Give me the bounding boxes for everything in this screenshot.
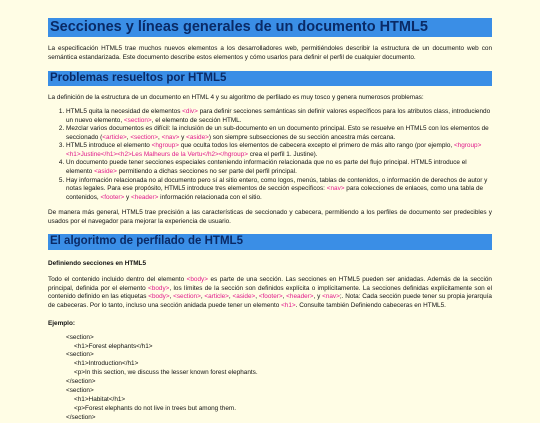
example-label: Ejemplo:: [48, 319, 75, 327]
list-item: 1. HTML5 quita la necesidad de elementos <div> para definir secciones semánticas sin definir valores específicos para los atributos class, introduciendo un nuevo elemento, <section>, el elemento de sección HTML.: [66, 108, 492, 125]
problems-lead: La definición de la estructura de un documento en HTML 4 y su algoritmo de perfilado es muy tosco y genera numerosos problemas:: [48, 94, 424, 102]
page-title: Secciones y líneas generales de un documento HTML5: [48, 18, 492, 37]
code-line: <h1>Habitat</h1>: [74, 396, 126, 404]
problems-list: [48, 108, 492, 202]
subheading-defining-sections: Definiendo secciones en HTML5: [48, 260, 147, 268]
code-line: <p>In this section, we discuss the lesser known forest elephants.: [74, 369, 258, 377]
code-line: <h1>Forest elephants</h1>: [74, 342, 153, 350]
intro-paragraph: La especificación HTML5 trae muchos nuevos elementos a los desarrolladores web, permitiéndoles describir la estructura de un documento web con semántica estandarizada. Este documento describe estos elementos y cómo usarlos para definir el perfil de cualquier documento.: [48, 45, 492, 61]
code-line: <section>: [66, 387, 94, 395]
list-item: 3. HTML5 introduce el elemento <hgroup> que oculta todos los elementos de cabecera excepto el primero de más alto rango (por ejemplo, <hgroup><h1>Justine</h1><h2>Les Malheurs de la Vertu</h2></hgroup> crea el perfil 1. Justine).: [66, 142, 492, 159]
code-line: </section>: [66, 378, 96, 386]
document: [0, 18, 540, 423]
list-item: 5. Hay información relacionada no al documento pero sí al sitio entero, como logos, menús, tablas de contenidos, o información de derechos de autor y notas legales. Para ese propósito, HTML5 introduce tres elementos de sección específicos: <nav> para colecciones de enlaces, como una tabla de contenidos, <footer> y <header> información relacionada con el sitio.: [66, 177, 492, 203]
code-line: <p>Forest elephants do not live in trees but among them.: [74, 405, 236, 413]
section-heading-problems: Problemas resueltos por HTML5: [48, 71, 492, 87]
problems-closing: De manera más general, HTML5 trae precisión a las características de seccionado y cabecera, permitiendo a los perfiles de documento ser predecibles y usados por el navegador para mejorar la experiencia de usuario.: [48, 209, 492, 225]
code-example: [48, 334, 492, 423]
code-line: <section>: [66, 333, 94, 341]
section-heading-algorithm: El algoritmo de perfilado de HTML5: [48, 234, 492, 250]
code-line: <h1>Introduction</h1>: [74, 360, 139, 368]
list-item: 2. Mezclar varios documentos es difícil: la inclusión de un sub-documento en un documento principal. Esto se resuelve en HTML5 con los elementos de seccionado (<article>, <section>, <nav> y <aside>) son siempre subsecciones de su sección ancestra más cercana.: [66, 125, 492, 142]
sections-paragraph: Todo el contenido incluido dentro del elemento <body> es parte de una sección. Las secciones en HTML5 pueden ser anidadas. Además de la sección principal, definida por el elemento <body>, los límites de la sección son definidos explícita o implícitamente. La secciones definidas explícitamente son el contenido definido en las etiquetas <body>, <section>, <article>, <aside>, <footer>, <header>, y <nav>;. Nota: Cada sección puede tener su propia jerarquía de cabeceras. Por lo tanto, incluso una sección anidada puede tener un elemento <h1>. Consulte también Definiendo cabeceras en HTML5.: [48, 276, 493, 309]
code-line: <section>: [66, 351, 94, 359]
list-item: 4. Un documento puede tener secciones especiales conteniendo información relacionada que no es parte del flujo principal. HTML5 introduce el elemento <aside> permitiendo a dichas secciones no ser parte del perfil principal.: [66, 159, 492, 176]
code-line: </section>: [66, 414, 96, 422]
